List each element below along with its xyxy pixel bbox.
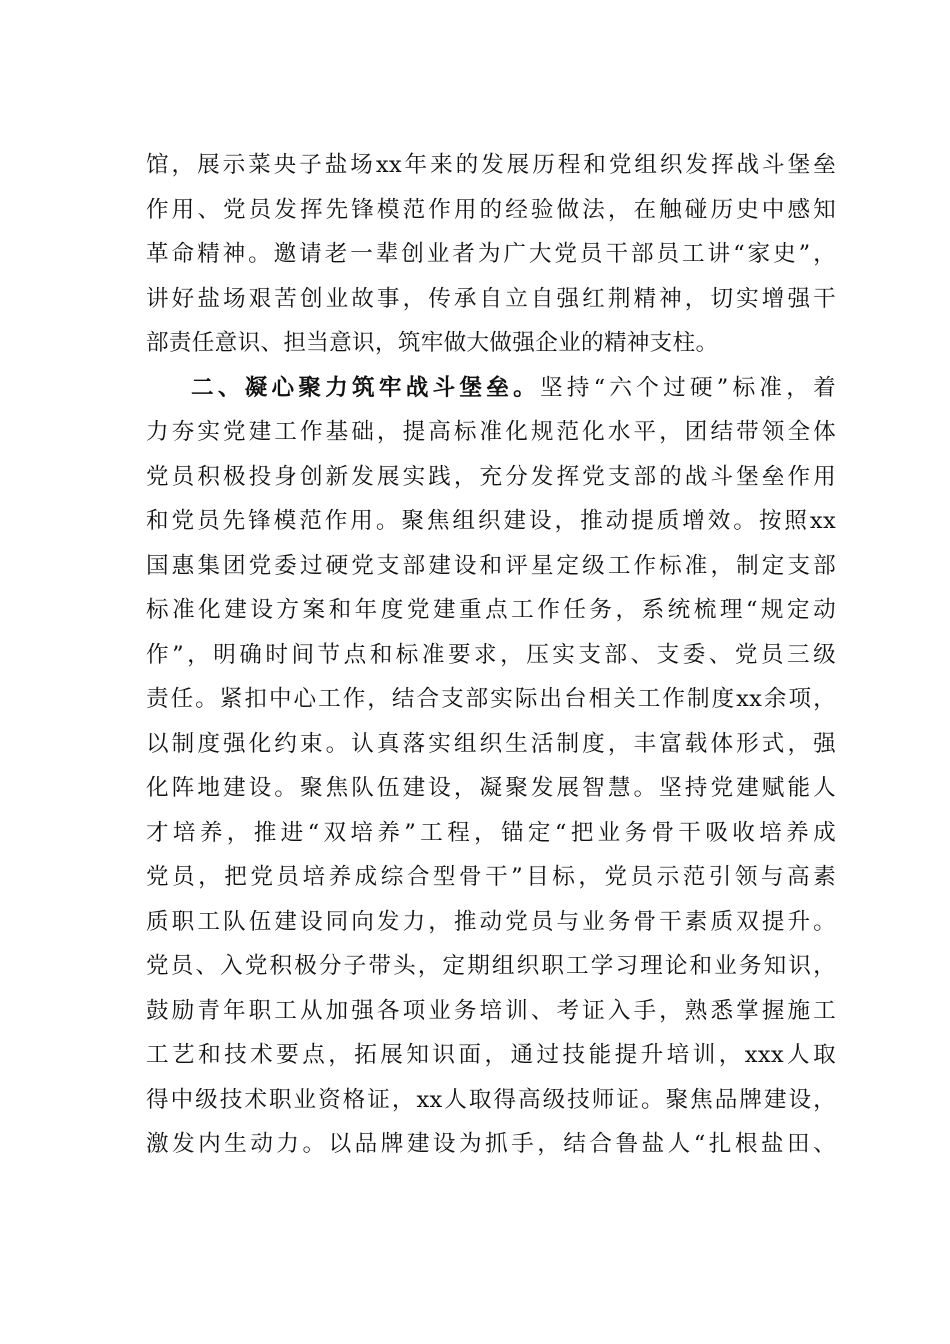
text-line: 国惠集团党委过硬党支部建设和评星定级工作标准，制定支部 — [146, 552, 836, 579]
text-line: 标准化建设方案和年度党建重点工作任务，系统梳理“规定动 — [146, 597, 836, 623]
text-line: 才培养，推进“双培养”工程，锚定“把业务骨干吸收培养成 — [146, 819, 836, 846]
text-line: 责任。紧扣中心工作，结合支部实际出台相关工作制度xx余项， — [146, 686, 836, 712]
text-line: 革命精神。邀请老一辈创业者为广大党员干部员工讲“家史”， — [146, 241, 836, 267]
text-line: 党员，把党员培养成综合型骨干”目标，党员示范引领与高素 — [146, 864, 836, 890]
text-line: 党员积极投身创新发展实践，充分发挥党支部的战斗堡垒作用 — [146, 463, 836, 490]
text-line: 得中级技术职业资格证，xx人取得高级技师证。聚焦品牌建设， — [146, 1086, 836, 1113]
text-line: 党员、入党积极分子带头，定期组织职工学习理论和业务知识， — [146, 953, 836, 979]
section-heading-line — [146, 366, 836, 411]
text-line: 作”，明确时间节点和标准要求，压实支部、支委、党员三级 — [146, 641, 836, 668]
text-line: 和党员先锋模范作用。聚焦组织建设，推动提质增效。按照xx — [146, 508, 836, 534]
text-line: 激发内生动力。以品牌建设为抓手，结合鲁盐人“扎根盐田、 — [146, 1131, 836, 1157]
text-line: 部责任意识、担当意识，筑牢做大做强企业的精神支柱。 — [146, 330, 719, 356]
heading-line-text: 坚持“六个过硬”标准，着 — [539, 374, 836, 401]
text-line: 化阵地建设。聚焦队伍建设，凝聚发展智慧。坚持党建赋能人 — [146, 775, 836, 801]
text-line: 力夯实党建工作基础，提高标准化规范化水平，团结带领全体 — [146, 419, 836, 445]
section-heading: 二、凝心聚力筑牢战斗堡垒。 — [191, 374, 540, 401]
text-line: 工艺和技术要点，拓展知识面，通过技能提升培训，xxx人取 — [146, 1042, 836, 1068]
text-line: 鼓励青年职工从加强各项业务培训、考证入手，熟悉掌握施工 — [146, 997, 836, 1024]
text-line: 讲好盐场艰苦创业故事，传承自立自强红荆精神，切实增强干 — [146, 285, 836, 312]
text-line: 质职工队伍建设同向发力，推动党员与业务骨干素质双提升。 — [146, 908, 836, 935]
text-line: 作用、党员发挥先锋模范作用的经验做法，在触碰历史中感知 — [146, 196, 836, 223]
text-line: 馆，展示菜央子盐场xx年来的发展历程和党组织发挥战斗堡垒 — [146, 152, 836, 178]
text-line: 以制度强化约束。认真落实组织生活制度，丰富载体形式，强 — [146, 730, 836, 757]
body-text — [146, 143, 836, 1167]
